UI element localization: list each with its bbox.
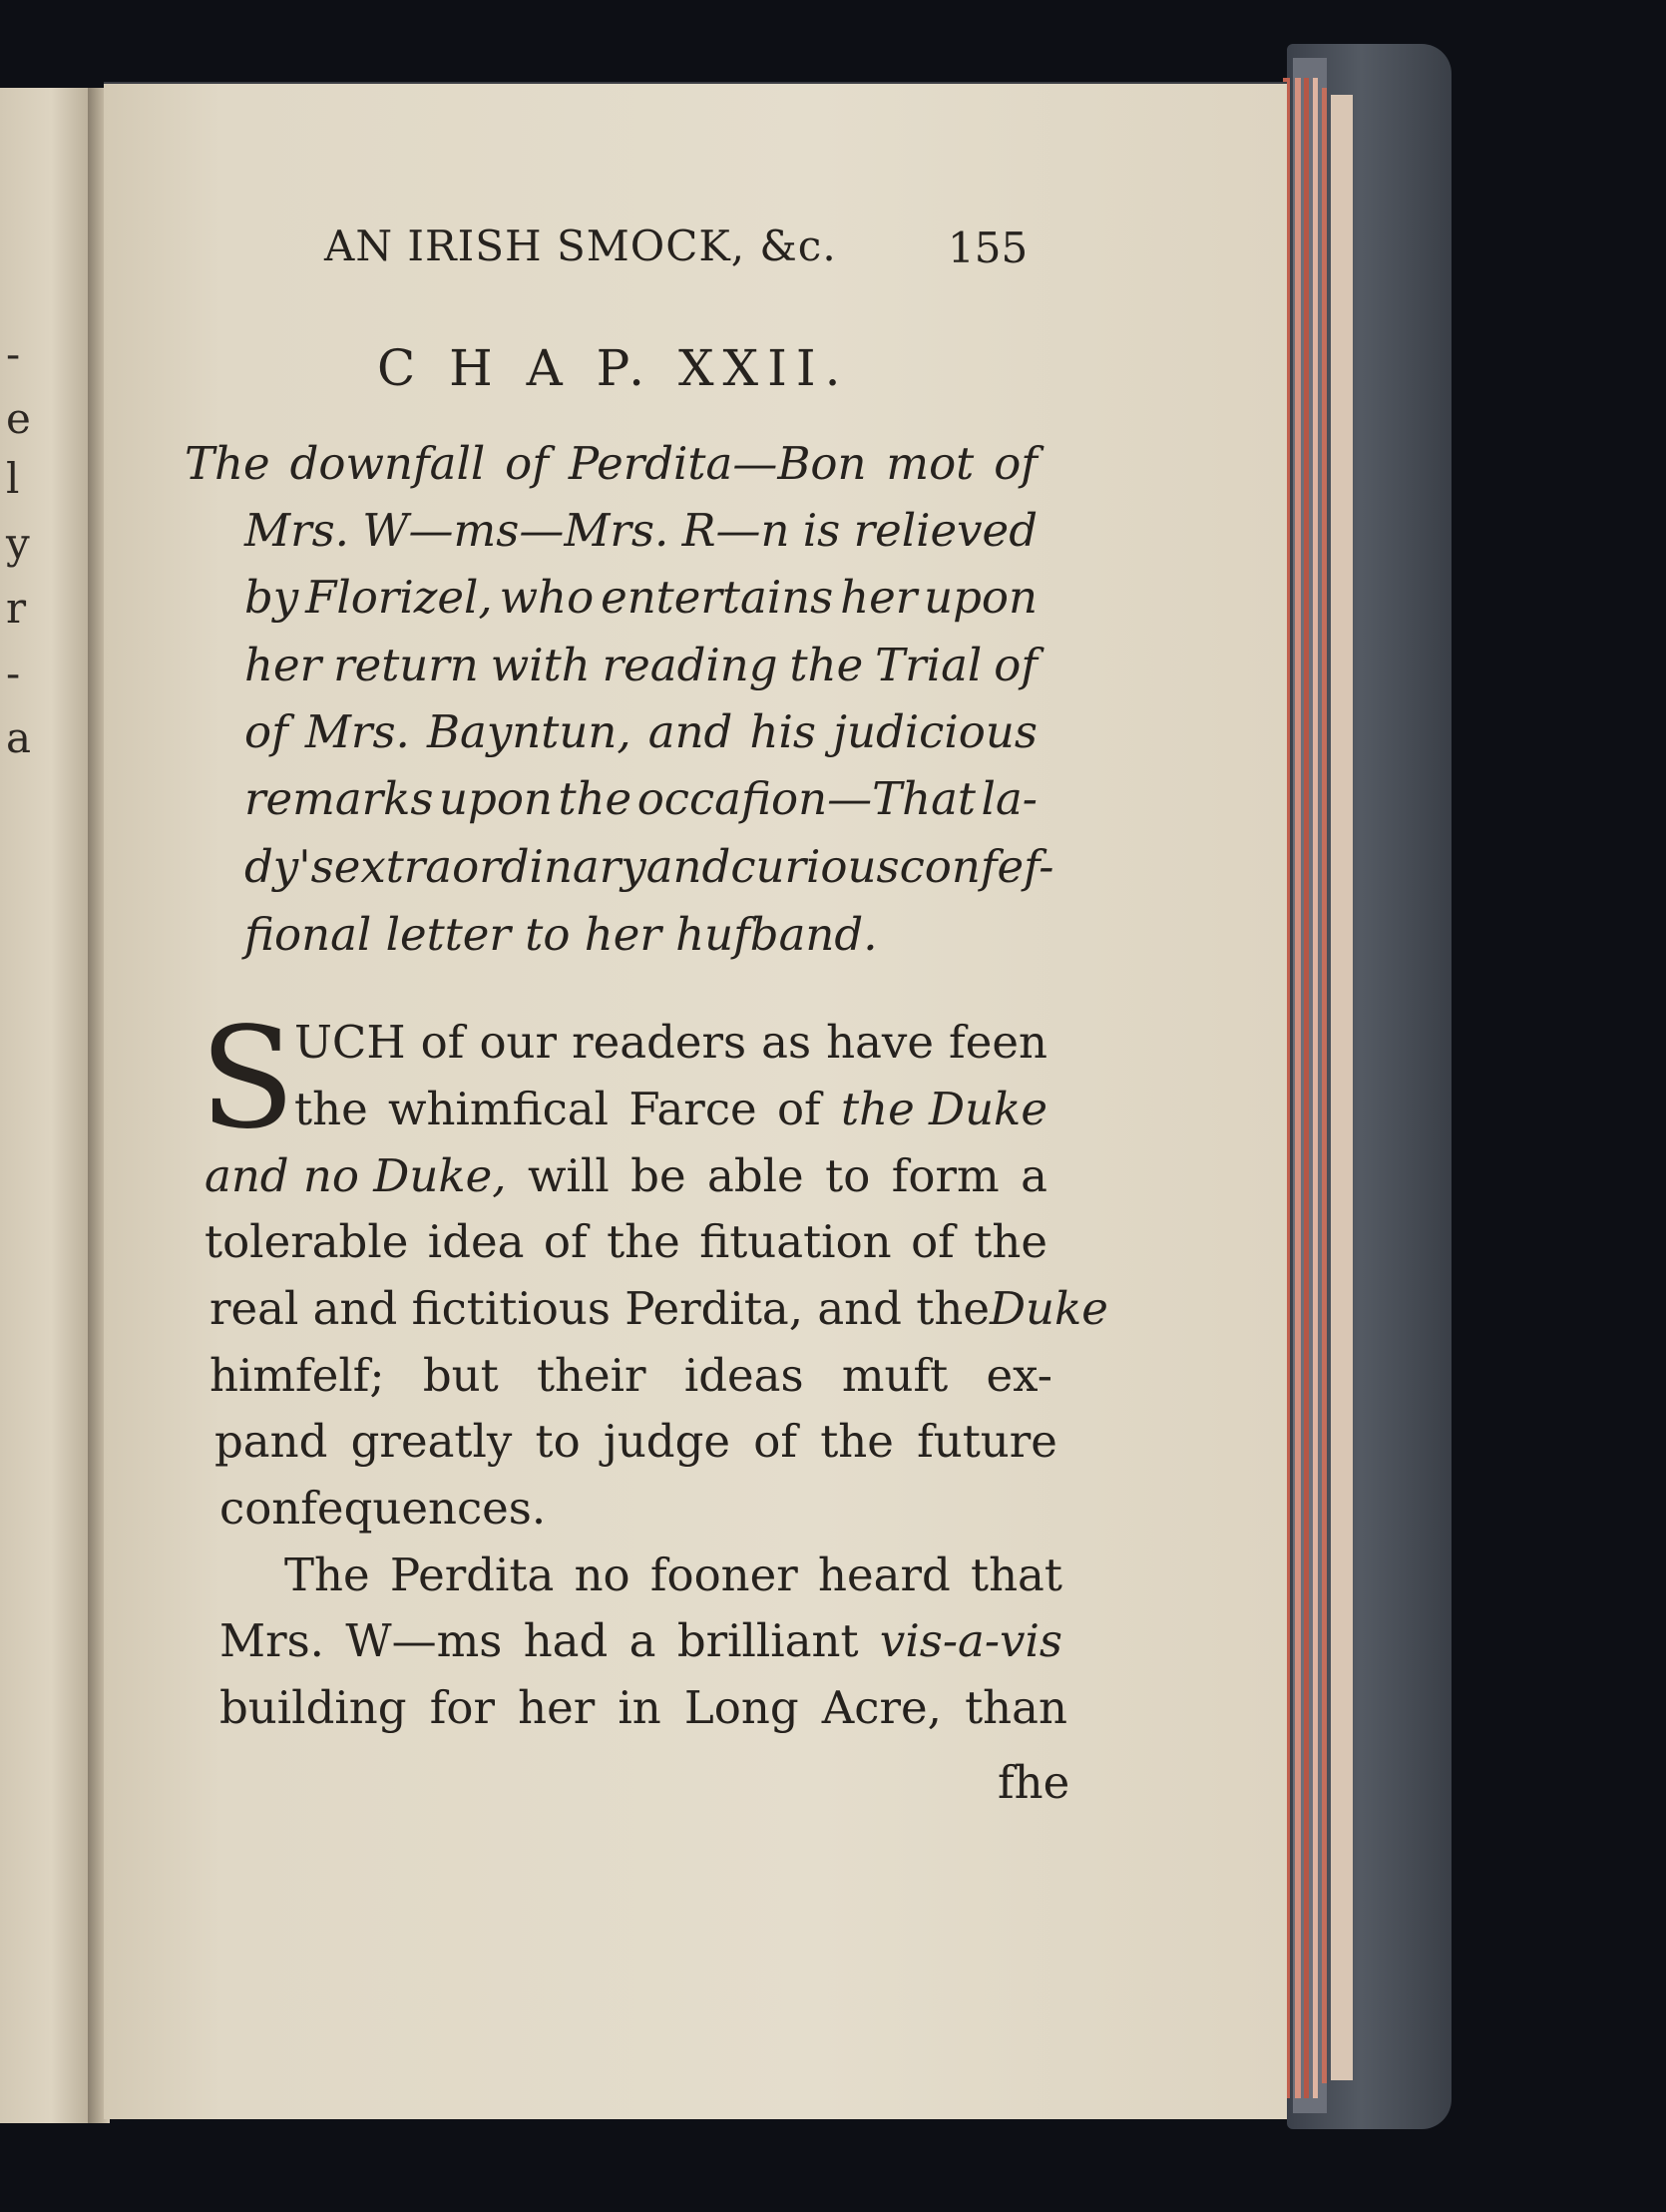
word: Perdita—Bon <box>568 437 867 490</box>
word: mot <box>886 437 975 490</box>
italic-phrase: Duke <box>989 1282 1108 1335</box>
body-line <box>209 1349 1052 1402</box>
left-page-glyph: - <box>6 649 21 697</box>
italic-phrase: the Duke <box>841 1083 1047 1135</box>
word: The <box>284 1548 370 1601</box>
word: and <box>645 840 731 893</box>
word: than <box>965 1681 1067 1734</box>
page-edge <box>1295 78 1301 2098</box>
summary-line <box>185 437 1038 490</box>
summary-line <box>244 639 1038 691</box>
word: dy's <box>244 840 334 893</box>
word: pand <box>214 1415 328 1468</box>
word: The <box>185 437 270 490</box>
word: Trial <box>875 639 983 691</box>
word: with <box>490 639 591 691</box>
word: Florizel, <box>305 571 493 624</box>
word: extraordinary <box>333 840 646 893</box>
word: W—ms—Mrs. <box>362 504 669 557</box>
word: their <box>536 1349 646 1402</box>
drop-cap: S <box>200 998 295 1160</box>
word: of <box>244 705 288 758</box>
word: of <box>420 1016 465 1069</box>
body-line <box>209 1282 1108 1335</box>
word: Mrs. <box>244 504 349 557</box>
summary-line <box>244 840 1054 893</box>
running-title: AN IRISH SMOCK, &c. <box>324 221 837 270</box>
summary-line <box>244 705 1038 758</box>
left-page-glyph: l <box>6 454 20 503</box>
word: relieved <box>853 504 1038 557</box>
word: entertains <box>601 571 834 624</box>
page-edge <box>1331 95 1353 2080</box>
left-page-glyph: r <box>6 584 27 633</box>
word: Long <box>683 1681 799 1734</box>
word: of <box>753 1415 797 1468</box>
word: Bayntun, <box>426 705 631 758</box>
word: idea <box>427 1215 525 1268</box>
word: fooner <box>649 1548 798 1601</box>
word: in <box>618 1681 661 1734</box>
word: of <box>505 437 549 490</box>
word: occafion—That <box>636 772 977 825</box>
word: will <box>528 1149 610 1202</box>
word: the <box>820 1415 894 1468</box>
word: feen <box>949 1016 1047 1069</box>
body-line <box>205 1215 1047 1268</box>
left-page <box>0 88 93 2123</box>
word: greatly <box>350 1415 513 1468</box>
word: muft <box>841 1349 949 1402</box>
word: of <box>776 1083 821 1135</box>
word: real and fictitious Perdita, and the <box>209 1282 990 1335</box>
word: her <box>518 1681 596 1734</box>
word: building <box>219 1681 407 1734</box>
word: no <box>574 1548 630 1601</box>
word: confequences. <box>219 1482 547 1535</box>
summary-line <box>244 772 1038 825</box>
word: the <box>294 1083 368 1135</box>
word: Mrs. <box>304 705 410 758</box>
word: Perdita <box>389 1548 555 1601</box>
summary-line <box>244 504 1038 557</box>
word: fional letter to her hufband. <box>244 908 878 961</box>
word: confef- <box>899 840 1054 893</box>
word: her <box>840 571 918 624</box>
word: form <box>891 1149 1000 1202</box>
word: ideas <box>683 1349 804 1402</box>
word: judge <box>603 1415 731 1468</box>
body-line <box>284 1548 1062 1601</box>
word: for <box>429 1681 495 1734</box>
word: of <box>911 1215 955 1268</box>
word: a <box>628 1614 656 1667</box>
word: downfall <box>289 437 486 490</box>
word: to <box>825 1149 871 1202</box>
word: ex- <box>986 1349 1052 1402</box>
body-line <box>205 1149 1047 1202</box>
word: heard <box>818 1548 951 1601</box>
word: to <box>535 1415 581 1468</box>
body-line <box>219 1482 546 1535</box>
word: whimfical <box>388 1083 610 1135</box>
word: future <box>917 1415 1057 1468</box>
word: the <box>558 772 632 825</box>
chapter-heading: C H A P. XXII. <box>377 339 850 397</box>
word: himfelf; <box>209 1349 385 1402</box>
page-edge <box>1304 78 1309 2098</box>
word: W—ms <box>345 1614 503 1667</box>
word: but <box>422 1349 499 1402</box>
word: Acre, <box>821 1681 942 1734</box>
body-line <box>294 1016 1047 1069</box>
word: Mrs. <box>219 1614 324 1667</box>
word: as <box>761 1016 812 1069</box>
word: UCH <box>294 1016 406 1069</box>
page-edge <box>1322 88 1327 2083</box>
word: curious <box>730 840 900 893</box>
word: brilliant <box>676 1614 859 1667</box>
summary-line <box>244 571 1038 624</box>
word: tolerable <box>205 1215 409 1268</box>
word: of <box>994 639 1038 691</box>
page-number: 155 <box>948 223 1029 272</box>
word: of <box>994 437 1038 490</box>
body-line <box>219 1614 1062 1667</box>
word: a <box>1021 1149 1047 1202</box>
left-page-glyph: e <box>6 394 31 443</box>
word: had <box>523 1614 609 1667</box>
left-page-glyph: - <box>6 329 21 378</box>
page-edge <box>1313 78 1318 2098</box>
italic-phrase: and no Duke, <box>205 1149 507 1202</box>
body-line <box>294 1083 1047 1135</box>
body-line <box>219 1681 1067 1734</box>
catchword: fhe <box>998 1756 1070 1809</box>
left-page-glyph: a <box>6 713 32 762</box>
word: of <box>543 1215 588 1268</box>
word: have <box>826 1016 934 1069</box>
word: the <box>607 1215 680 1268</box>
left-page-glyph: y <box>6 519 30 568</box>
word: our <box>479 1016 558 1069</box>
summary-line <box>244 908 878 961</box>
word: who <box>499 571 595 624</box>
word: upon <box>924 571 1038 624</box>
body-line <box>214 1415 1057 1468</box>
italic-phrase: vis-a-vis <box>879 1614 1062 1667</box>
word: return <box>333 639 479 691</box>
word: la- <box>981 772 1038 825</box>
word: by <box>244 571 299 624</box>
word: and <box>647 705 733 758</box>
word: readers <box>572 1016 747 1069</box>
word: R—n <box>681 504 790 557</box>
word: remarks <box>244 772 434 825</box>
word: able <box>707 1149 804 1202</box>
word: judicious <box>833 705 1038 758</box>
word: her <box>244 639 322 691</box>
word: be <box>630 1149 686 1202</box>
word: reading <box>602 639 778 691</box>
word: his <box>749 705 816 758</box>
word: Farce <box>628 1083 757 1135</box>
word: is <box>802 504 841 557</box>
word: the <box>974 1215 1047 1268</box>
word: fituation <box>699 1215 892 1268</box>
word: the <box>789 639 864 691</box>
word: that <box>970 1548 1062 1601</box>
word: upon <box>439 772 553 825</box>
